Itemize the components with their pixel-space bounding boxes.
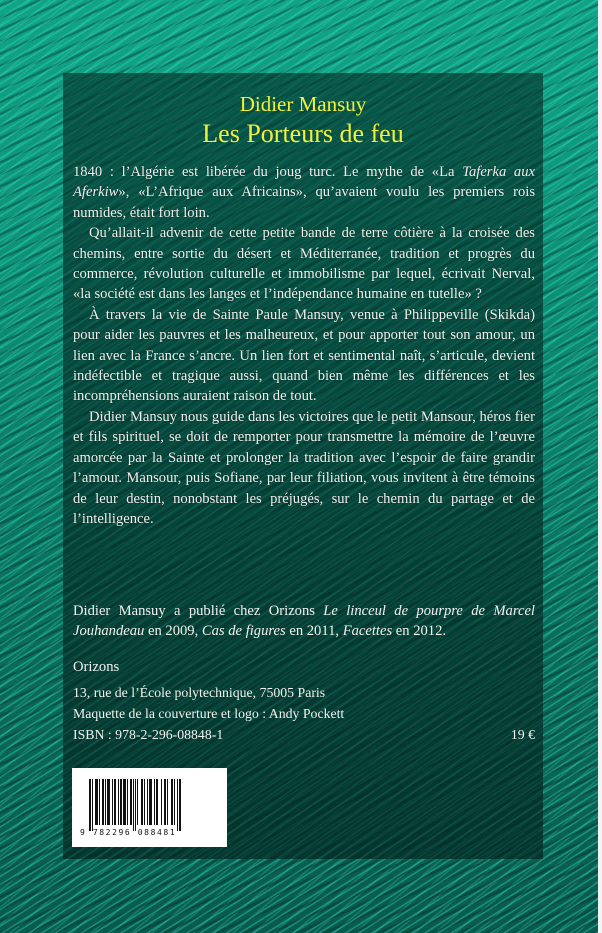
book-title: Les Porteurs de feu	[202, 119, 404, 148]
author-name: Didier Mansuy	[239, 92, 367, 116]
blurb-paragraph-1: 1840 : l’Algérie est libérée du joug turc. Le mythe de «La Taferka aux Aferkiw», «L’Afrique aux Africains», qu’avaient voulu les premiers rois numides, était fort loin.	[73, 164, 535, 221]
author-bibliography: Didier Mansuy a publié chez Orizons Le linceul de pourpre de Marcel Jouhandeau en 2009, Cas de figures en 2011, Facettes en 2012.	[73, 603, 535, 640]
publisher-info	[73, 657, 535, 745]
publisher-address: 13, rue de l’École polytechnique, 75005 Paris	[73, 685, 326, 700]
book-title-2: Cas de figures	[201, 623, 286, 640]
price: 19 €	[510, 727, 535, 742]
barcode-digits: 9 782296 088481	[80, 828, 177, 837]
blurb-paragraph-2: Qu’allait-il advenir de cette petite bande de terre côtière à la croisée des chemins, entre sortie du désert et Méditerranée, tradition et progrès du commerce, révolution culturelle et immobilisme par lequel, écrivait Nerval, «la société est dans les langes et l’indépendance humaine en tutelle» ?	[73, 225, 535, 303]
cover-credits: Maquette de la couverture et logo : Andy Pockett	[73, 706, 345, 721]
book-title-3: Facettes	[342, 623, 393, 640]
barcode-label	[72, 768, 227, 847]
text-panel	[63, 73, 543, 859]
publisher-name: Orizons	[73, 659, 120, 675]
book-title-1: Le linceul de pourpre de Marcel Jouhandeau	[73, 603, 535, 640]
blurb-paragraph-3: À travers la vie de Sainte Paule Mansuy, venue à Philippeville (Skikda) pour aider les pauvres et les malheureux, et pour apporter tout son amour, un lien avec la France s’ancre. Un lien fort et sentimental naît, s’articule, devient indéfectible et tragique aussi, quand bien même les différences et les incompréhensions auraient raison de tout.	[73, 306, 535, 405]
berber-phrase: Taferka aux Aferkiw	[73, 164, 535, 201]
blurb-paragraph-4: Didier Mansuy nous guide dans les victoires que le petit Mansour, héros fier et fils spirituel, se doit de remporter pour transmettre la mémoire de l’œuvre amorcée par la Sainte et prolonger la tradition avec l’espoir de faire grandir l’amour. Mansour, puis Sofiane, par leur filiation, vous invitent à être témoins de leur destin, nonobstant les préjugés, sur le chemin du partage et de l’intelligence.	[73, 408, 535, 527]
blurb	[73, 162, 535, 529]
barcode-icon	[89, 779, 197, 825]
isbn-price-row	[73, 725, 535, 745]
page-edge	[598, 0, 602, 933]
isbn: ISBN : 978-2-296-08848-1	[73, 727, 224, 742]
